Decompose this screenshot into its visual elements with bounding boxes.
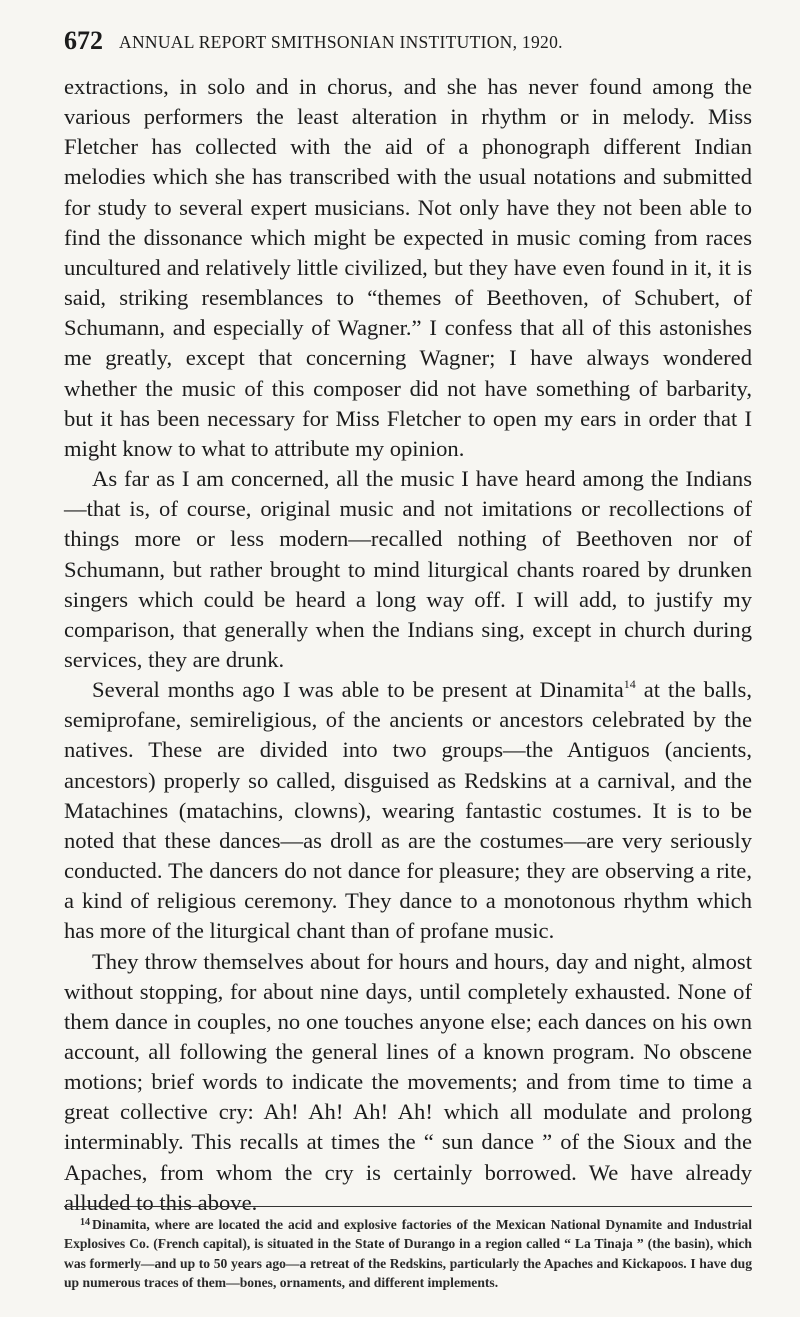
footnote-divider (64, 1206, 752, 1207)
footnote (64, 1213, 752, 1293)
paragraph-3-start: Several months ago I was able to be present at Dinamita (92, 677, 624, 703)
paragraph-3 (64, 675, 752, 946)
footnote-number: 14 (80, 1217, 90, 1228)
running-header (64, 26, 760, 56)
running-title: ANNUAL REPORT SMITHSONIAN INSTITUTION, 1920. (119, 32, 563, 52)
body-text (64, 72, 752, 1218)
footnote-reference[interactable]: 14 (623, 677, 636, 692)
page-number: 672 (64, 26, 103, 55)
paragraph-3-rest: at the balls, semiprofane, semireligious, of the ancients or ancestors celebrated by the natives. These are divided into two groups—the Antiguos (ancients, ancestors) properly so called, disguised as Redskins at a carnival, and the Matachines (matachins, clowns), wearing fantastic costumes. It is to be noted that these dances—as droll as are the costumes—are very seriously conducted. The dancers do not dance for pleasure; they are observing a rite, a kind of religious ceremony. They dance to a monotonous rhythm which has more of the liturgical chant than of profane music. (64, 677, 752, 944)
paragraph-2: As far as I am concerned, all the music I have heard among the Indians—that is, of course, original music and not imitations or recollections of things more or less modern—recalled nothing of Beethoven nor of Schumann, but rather brought to mind liturgical chants roared by drunken singers which could be heard a long way off. I will add, to justify my comparison, that generally when the Indians sing, except in church during services, they are drunk. (64, 466, 752, 672)
paragraph-1: extractions, in solo and in chorus, and she has never found among the various performers the least alteration in rhythm or in melody. Miss Fletcher has collected with the aid of a phonograph different Indian melodies which she has transcribed with the usual notations and submitted for study to several expert musicians. Not only have they not been able to find the dissonance which might be expected in music coming from races uncultured and relatively little civilized, but they have even found in it, it is said, striking resemblances to “themes of Beethoven, of Schubert, of Schumann, and especially of Wagner.” I confess that all of this astonishes me greatly, except that concerning Wagner; I have always wondered whether the music of this composer did not have something of barbarity, but it has been necessary for Miss Fletcher to open my ears in order that I might know to what to attribute my opinion. (64, 74, 752, 461)
footnote-text: Dinamita, where are located the acid and explosive factories of the Mexican National Dynamite and Industrial Explosives Co. (French capital), is situated in the State of Durango in a region called “ La Tinaja ” (the basin), which was formerly—and up to 50 years ago—a retreat of the Redskins, particularly the Apaches and Kickapoos. I have dug up numerous traces of them—bones, ornaments, and different implements. (64, 1217, 752, 1291)
paragraph-4: They throw themselves about for hours and hours, day and night, almost without stopping, for about nine days, until completely exhausted. None of them dance in couples, no one touches anyone else; each dances on his own account, all following the general lines of a known program. No obscene motions; brief words to indicate the movements; and from time to time a great collective cry: Ah! Ah! Ah! Ah! which all modulate and prolong interminably. This recalls at times the “ sun dance ” of the Sioux and the Apaches, from whom the cry is certainly borrowed. We have already alluded to this above. (64, 948, 752, 1215)
